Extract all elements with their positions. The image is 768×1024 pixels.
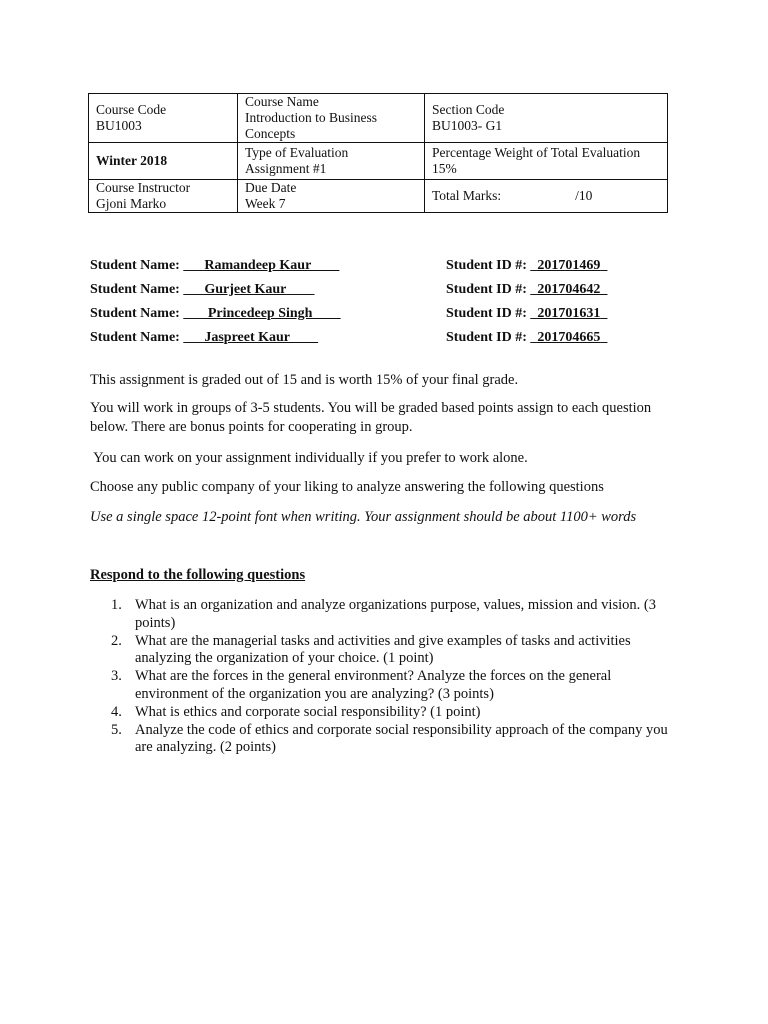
student-name-prefix: ___ (183, 258, 205, 273)
student-id-suffix: _ (600, 330, 608, 345)
weight-cell (425, 143, 668, 180)
student-id-prefix: _ (526, 282, 538, 297)
student-name-row (90, 258, 339, 274)
student-name-value: Gurjeet Kaur (204, 282, 287, 297)
student-name-prefix: ___ (183, 282, 205, 297)
instructor-label: Course Instructor (96, 180, 191, 195)
question-number: 4. (111, 703, 122, 720)
student-id-prefix: _ (526, 258, 538, 273)
student-name-label: Student Name: (90, 258, 180, 273)
evaluation-type-cell (238, 143, 425, 180)
table-row (89, 143, 668, 180)
course-name-value: Introduction to Business Concepts (245, 110, 377, 141)
student-name-row (90, 330, 318, 346)
course-code-cell (89, 94, 238, 143)
student-id-label: Student ID #: (446, 282, 527, 297)
question-number: 3. (111, 668, 122, 685)
evaluation-type-value: Assignment #1 (245, 161, 327, 176)
student-id-suffix: _ (600, 258, 608, 273)
student-name-suffix: ____ (286, 282, 315, 297)
table-row (89, 180, 668, 213)
questions-heading: Respond to the following questions (90, 567, 306, 583)
list-item (90, 597, 680, 632)
student-name-label: Student Name: (90, 306, 180, 321)
student-id-label: Student ID #: (446, 330, 527, 345)
student-id-value: 201704665 (537, 330, 601, 345)
student-id-value: 201704642_ (537, 282, 608, 297)
question-text: What is ethics and corporate social responsibility? (1 point) (135, 703, 481, 720)
due-date-value: Week 7 (245, 196, 286, 211)
table-row (89, 94, 668, 143)
course-code-value: BU1003 (96, 118, 142, 133)
course-name-label: Course Name (245, 94, 319, 109)
student-id-label: Student ID #: (446, 306, 527, 321)
term-value: Winter 2018 (96, 153, 168, 168)
course-info-table (88, 93, 668, 213)
total-marks-value: /10 (575, 188, 593, 203)
student-id-value: 201701631 (537, 306, 601, 321)
instructor-value: Gjoni Marko (96, 196, 167, 211)
student-name-row (90, 306, 340, 322)
section-code-cell (425, 94, 668, 143)
student-id-row (446, 330, 607, 346)
groups-paragraph: You will work in groups of 3-5 students. You will be graded based points assign to each question below. There are bonus points for cooperating in group. (90, 400, 652, 435)
question-number: 5. (111, 721, 122, 738)
student-id-row (446, 282, 607, 298)
questions-list (90, 597, 680, 757)
student-id-label: Student ID #: (446, 258, 527, 273)
question-number: 2. (111, 632, 122, 649)
student-name-value: Ramandeep Kaur____ (204, 258, 340, 273)
list-item (90, 633, 680, 668)
student-id-value: 201701469 (537, 258, 601, 273)
student-name-prefix: ___ (183, 306, 205, 321)
individual-paragraph: You can work on your assignment individually if you prefer to work alone. (90, 450, 528, 466)
due-date-label: Due Date (245, 180, 297, 195)
term-cell (89, 143, 238, 180)
student-id-prefix: _ (526, 330, 538, 345)
course-code-label: Course Code (96, 102, 167, 117)
student-name-label: Student Name: (90, 330, 180, 345)
list-item (90, 722, 680, 757)
student-id-row (446, 258, 607, 274)
total-marks-label: Total Marks: (432, 188, 502, 203)
question-number: 1. (111, 597, 122, 613)
question-text: What are the forces in the general environment? Analyze the forces on the general environment of the organization you are analyzing? (3 points) (135, 668, 612, 702)
grading-paragraph: This assignment is graded out of 15 and is worth 15% of your final grade. (90, 372, 519, 388)
student-name-row (90, 282, 314, 298)
weight-label: Percentage Weight of Total Evaluation (432, 145, 641, 160)
question-text: What is an organization and analyze organizations purpose, values, mission and vision. (3 points) (135, 597, 656, 631)
evaluation-type-label: Type of Evaluation (245, 145, 349, 160)
weight-value: 15% (432, 161, 457, 176)
section-code-value: BU1003- G1 (432, 118, 503, 133)
student-id-suffix: _ (600, 306, 608, 321)
due-date-cell (238, 180, 425, 213)
instructor-cell (89, 180, 238, 213)
list-item (90, 704, 680, 722)
question-text: What are the managerial tasks and activities and give examples of tasks and activities analyzing the organization of your choice. (1 point) (135, 632, 631, 667)
student-id-prefix: _ (526, 306, 538, 321)
student-name-prefix: ___ (183, 330, 205, 345)
student-name-value: Princedeep Singh____ (204, 306, 341, 321)
section-code-label: Section Code (432, 102, 505, 117)
total-marks-cell (425, 180, 668, 213)
course-name-cell (238, 94, 425, 143)
student-name-value: Jaspreet Kaur____ (204, 330, 319, 345)
student-name-label: Student Name: (90, 282, 180, 297)
company-paragraph: Choose any public company of your liking to analyze answering the following questions (90, 479, 604, 495)
question-text: Analyze the code of ethics and corporate social responsibility approach of the company you are analyzing. (2 points) (135, 721, 668, 756)
format-paragraph: Use a single space 12-point font when writing. Your assignment should be about 1100+ words (90, 509, 637, 525)
student-id-row (446, 306, 607, 322)
list-item (90, 668, 680, 703)
